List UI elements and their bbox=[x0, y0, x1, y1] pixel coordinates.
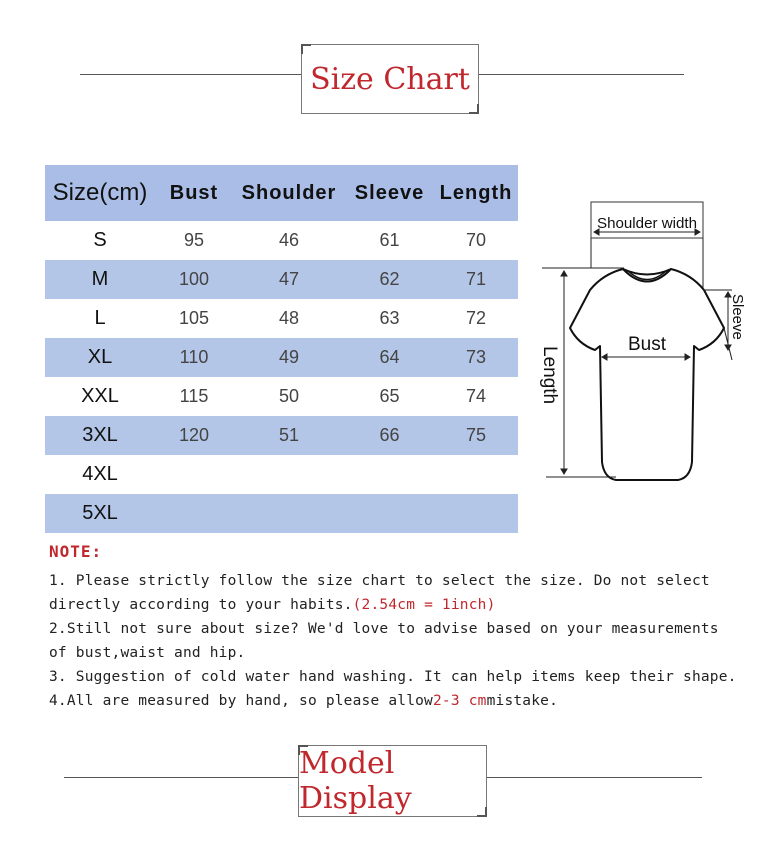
table-row bbox=[45, 455, 518, 494]
footer-line-right bbox=[486, 777, 702, 778]
cell-length bbox=[434, 455, 518, 494]
cell-bust bbox=[155, 494, 233, 533]
cell-size: 4XL bbox=[82, 463, 118, 485]
cell-length: 73 bbox=[434, 338, 518, 377]
cell-bust: 110 bbox=[155, 338, 233, 377]
note-1-text: directly according to your habits. bbox=[49, 597, 353, 613]
cell-shoulder: 51 bbox=[233, 416, 345, 455]
note-1-line-1: 1. Please strictly follow the size chart to select the size. Do not select bbox=[49, 573, 710, 589]
table-row bbox=[45, 416, 518, 455]
cell-bust: 105 bbox=[178, 308, 210, 328]
note-2-line-2: of bust,waist and hip. bbox=[49, 645, 246, 661]
cell-shoulder: 49 bbox=[233, 338, 345, 377]
tshirt-measurement-diagram bbox=[536, 200, 756, 500]
footer-line-left bbox=[64, 777, 299, 778]
cell-bust bbox=[155, 455, 233, 494]
cell-bust: 115 bbox=[179, 386, 209, 406]
header-sleeve: Sleeve bbox=[345, 165, 434, 221]
cell-shoulder: 50 bbox=[278, 386, 300, 406]
note-4-text: 4.All are measured by hand, so please allow bbox=[49, 693, 433, 709]
cell-length bbox=[434, 494, 518, 533]
cell-shoulder: 46 bbox=[278, 230, 300, 250]
cell-sleeve: 66 bbox=[345, 416, 434, 455]
cell-shoulder: 47 bbox=[233, 260, 345, 299]
cell-shoulder: 48 bbox=[278, 308, 300, 328]
size-table bbox=[45, 165, 518, 533]
cell-shoulder bbox=[233, 494, 345, 533]
cell-length: 71 bbox=[434, 260, 518, 299]
table-row bbox=[45, 260, 518, 299]
cell-bust: 120 bbox=[155, 416, 233, 455]
cell-length: 74 bbox=[465, 386, 487, 406]
tolerance-value: 2-3 cm bbox=[432, 693, 487, 709]
cell-size: L bbox=[94, 307, 106, 329]
header-size: Size(cm) bbox=[45, 165, 155, 221]
cell-sleeve: 62 bbox=[345, 260, 434, 299]
cell-length: 75 bbox=[434, 416, 518, 455]
note-4 bbox=[49, 693, 558, 709]
model-display-title: Model Display bbox=[298, 745, 487, 817]
table-row bbox=[45, 494, 518, 533]
cell-sleeve: 65 bbox=[379, 386, 400, 406]
note-3: 3. Suggestion of cold water hand washing. It can help items keep their shape. bbox=[49, 669, 737, 685]
note-1-line-2 bbox=[49, 597, 496, 613]
length-label: Length bbox=[539, 346, 560, 405]
table-header-row bbox=[45, 165, 518, 221]
cell-shoulder bbox=[233, 455, 345, 494]
cell-sleeve: 64 bbox=[345, 338, 434, 377]
table-row bbox=[45, 299, 518, 338]
cell-sleeve bbox=[345, 455, 434, 494]
tshirt-outline bbox=[570, 269, 724, 480]
cell-bust: 100 bbox=[155, 260, 233, 299]
header-bust: Bust bbox=[155, 165, 233, 221]
note-4-end: mistake. bbox=[486, 693, 559, 709]
shoulder-width-label: Shoulder width bbox=[597, 215, 697, 232]
cell-sleeve: 63 bbox=[379, 308, 400, 328]
bust-label: Bust bbox=[627, 334, 667, 355]
cell-length: 70 bbox=[465, 230, 487, 250]
header-shoulder: Shoulder bbox=[233, 165, 345, 221]
cell-length: 72 bbox=[465, 308, 487, 328]
cell-size: M bbox=[45, 260, 155, 299]
cell-size: 5XL bbox=[45, 494, 155, 533]
header-line-right bbox=[478, 74, 684, 75]
header-length: Length bbox=[434, 165, 518, 221]
cell-size: XL bbox=[45, 338, 155, 377]
cell-sleeve: 61 bbox=[379, 230, 400, 250]
note-title: NOTE: bbox=[49, 542, 103, 561]
table-row bbox=[45, 221, 518, 260]
table-row bbox=[45, 377, 518, 416]
header-line-left bbox=[80, 74, 302, 75]
size-chart-title: Size Chart bbox=[301, 44, 479, 114]
sleeve-label: Sleeve bbox=[729, 294, 746, 340]
cell-size: XXL bbox=[81, 385, 119, 407]
cell-size: 3XL bbox=[45, 416, 155, 455]
cell-sleeve bbox=[345, 494, 434, 533]
note-2-line-1: 2.Still not sure about size? We'd love to advise based on your measurements bbox=[49, 621, 719, 637]
inch-conversion: (2.54cm = 1inch) bbox=[352, 597, 496, 613]
cell-size: S bbox=[93, 229, 107, 251]
table-row bbox=[45, 338, 518, 377]
cell-bust: 95 bbox=[183, 230, 205, 250]
